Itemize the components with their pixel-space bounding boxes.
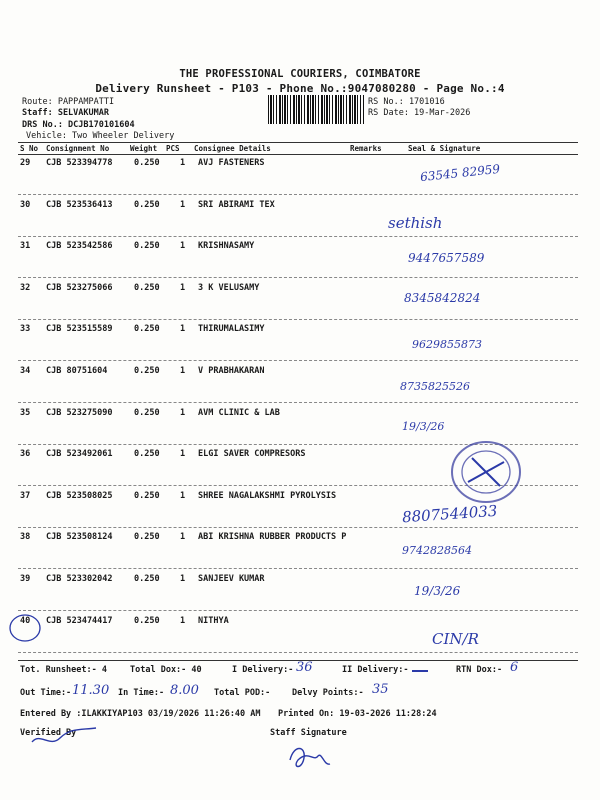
row-divider: [18, 568, 578, 569]
table-row: [0, 616, 600, 636]
row-weight: 0.250: [134, 574, 160, 584]
handwritten-signature: 8807544033: [401, 501, 498, 527]
staff-signature-label: Staff Signature: [270, 728, 347, 738]
in-time-value: 8.00: [170, 683, 199, 698]
row-pcs: 1: [180, 407, 186, 418]
drs-number: DRS No.: DCJB170101604: [22, 120, 135, 130]
out-time-label: Out Time:-: [20, 688, 72, 698]
row-sno: 39: [20, 574, 31, 584]
company-name: THE PROFESSIONAL COURIERS, COIMBATORE: [179, 68, 421, 80]
row-pcs: 1: [180, 449, 186, 460]
table-row: [0, 200, 600, 220]
handwritten-signature: CIN/R: [432, 629, 479, 648]
row-divider: [18, 236, 578, 237]
row-pcs: 1: [180, 532, 186, 543]
row-consignee: ABI KRISHNA RUBBER PRODUCTS P: [198, 532, 347, 543]
row-weight: 0.250: [134, 324, 160, 335]
col-sno: S No: [20, 144, 39, 153]
handwritten-signature: 9447657589: [408, 251, 485, 266]
row-consignee: AVJ FASTENERS: [198, 158, 265, 168]
row-weight: 0.250: [134, 532, 160, 543]
row-consignment-no: CJB 523275090: [46, 407, 113, 418]
row-consignee: ELGI SAVER COMPRESORS: [198, 449, 306, 460]
table-row: [0, 241, 600, 261]
row-sno: 34: [20, 366, 31, 376]
row-sno: 36: [20, 449, 31, 460]
i-delivery-label: I Delivery:-: [232, 665, 294, 675]
handwritten-signature: 9742828564: [402, 544, 472, 558]
row-consignment-no: CJB 523508124: [46, 532, 113, 543]
tot-runsheet: Tot. Runsheet:- 4: [20, 665, 107, 675]
row-pcs: 1: [180, 366, 186, 376]
row-sno: 30: [20, 199, 31, 210]
rs-number: RS No.: 1701016: [368, 97, 445, 107]
total-dox: Total Dox:- 40: [130, 665, 202, 675]
handwritten-signature: 8735825526: [400, 380, 470, 393]
row-pcs: 1: [180, 158, 186, 168]
handwritten-signature: sethish: [388, 213, 443, 232]
row-divider: [18, 402, 578, 403]
row-sno: 35: [20, 407, 31, 418]
row-consignment-no: CJB 523542586: [46, 241, 113, 252]
row-weight: 0.250: [134, 490, 160, 501]
row-weight: 0.250: [134, 615, 160, 626]
out-time-value: 11.30: [72, 683, 110, 698]
row-sno: 32: [20, 282, 31, 293]
row-weight: 0.250: [134, 407, 160, 418]
handwritten-signature: 9629855873: [412, 338, 482, 352]
handwritten-signature: 19/3/26: [402, 419, 445, 433]
row-pcs: 1: [180, 615, 186, 626]
row-pcs: 1: [180, 282, 186, 293]
i-delivery-value: 36: [296, 660, 313, 675]
row-consignment-no: CJB 523394778: [46, 158, 113, 168]
row-sno: 31: [20, 241, 31, 252]
row-consignee: NITHYA: [198, 615, 229, 626]
printed-on: Printed On: 19-03-2026 11:28:24: [278, 709, 437, 719]
row-weight: 0.250: [134, 241, 160, 252]
row-divider: [18, 652, 578, 653]
row-consignment-no: CJB 523508025: [46, 490, 113, 501]
rtn-dox-value: 6: [510, 660, 519, 675]
table-row: [0, 158, 600, 178]
row-pcs: 1: [180, 241, 186, 252]
row-consignee: SRI ABIRAMI TEX: [198, 199, 275, 210]
table-row: [0, 532, 600, 552]
handwritten-signature: 8345842824: [404, 290, 481, 305]
row-weight: 0.250: [134, 366, 160, 376]
row-consignment-no: CJB 523515589: [46, 324, 113, 335]
route: Route: PAPPAMPATTI: [22, 97, 115, 107]
row-consignee: THIRUMALASIMY: [198, 324, 265, 335]
entered-by: Entered By :ILAKKIYAP103 03/19/2026 11:26:40 AM: [20, 709, 261, 719]
col-remarks: Remarks: [350, 144, 382, 153]
handwritten-signature: 63545 82959: [419, 161, 501, 185]
total-pod-label: Total POD:-: [214, 688, 271, 698]
row-divider: [18, 194, 578, 195]
row-pcs: 1: [180, 490, 186, 501]
row-divider: [18, 360, 578, 361]
table-row: [0, 574, 600, 594]
verified-by-label: Verified By: [20, 728, 77, 738]
row-consignment-no: CJB 523536413: [46, 199, 113, 210]
ii-delivery-dash: [412, 670, 428, 672]
col-seal-signature: Seal & Signature: [408, 144, 481, 153]
table-row: [0, 366, 600, 386]
row-sno: 33: [20, 324, 31, 335]
row-weight: 0.250: [134, 199, 160, 210]
rtn-dox-label: RTN Dox:-: [456, 665, 503, 675]
seal-stamp: [448, 438, 524, 506]
row-consignment-no: CJB 523275066: [46, 282, 113, 293]
row-consignee: AVM CLINIC & LAB: [198, 407, 280, 418]
table-row: [0, 324, 600, 344]
circle-mark: [8, 613, 42, 643]
staff-signature: [284, 740, 334, 776]
delvy-points-value: 35: [372, 682, 389, 697]
delvy-points-label: Delvy Points:-: [292, 688, 364, 698]
row-consignee: 3 K VELUSAMY: [198, 282, 260, 293]
rs-date: RS Date: 19-Mar-2026: [368, 108, 471, 118]
header-bottom-rule: [18, 154, 578, 155]
row-weight: 0.250: [134, 158, 160, 168]
row-consignment-no: CJB 523492061: [46, 449, 113, 460]
row-consignment-no: CJB 80751604: [46, 366, 108, 376]
col-pcs: PCS: [166, 144, 180, 153]
row-consignee: SANJEEV KUMAR: [198, 574, 265, 584]
row-divider: [18, 319, 578, 320]
row-consignee: SHREE NAGALAKSHMI PYROLYSIS: [198, 490, 337, 501]
row-consignee: V PRABHAKARAN: [198, 366, 265, 376]
col-consignee: Consignee Details: [194, 144, 271, 153]
table-row: [0, 283, 600, 303]
runsheet-title: Delivery Runsheet - P103 - Phone No.:9047080280 - Page No.:4: [95, 82, 505, 95]
staff: Staff: SELVAKUMAR: [22, 108, 109, 118]
row-weight: 0.250: [134, 282, 160, 293]
barcode: [268, 95, 364, 124]
row-weight: 0.250: [134, 449, 160, 460]
row-divider: [18, 527, 578, 528]
vehicle: Vehicle: Two Wheeler Delivery: [26, 131, 175, 141]
header-top-rule: [18, 142, 578, 143]
table-row: [0, 408, 600, 428]
col-consignment: Consignment No: [46, 144, 110, 153]
ii-delivery-label: II Delivery:-: [342, 665, 409, 675]
row-divider: [18, 610, 578, 611]
col-weight: Weight: [130, 144, 158, 153]
verified-by-signature: [30, 724, 100, 750]
row-pcs: 1: [180, 199, 186, 210]
row-sno: 37: [20, 490, 31, 501]
row-pcs: 1: [180, 574, 186, 584]
row-sno: 40: [20, 615, 31, 626]
row-sno: 29: [20, 158, 31, 168]
row-pcs: 1: [180, 324, 186, 335]
row-sno: 38: [20, 532, 31, 543]
in-time-label: In Time:-: [118, 688, 165, 698]
row-consignee: KRISHNASAMY: [198, 241, 255, 252]
row-consignment-no: CJB 523302042: [46, 574, 113, 584]
handwritten-signature: 19/3/26: [414, 584, 461, 598]
row-consignment-no: CJB 523474417: [46, 615, 113, 626]
row-divider: [18, 277, 578, 278]
